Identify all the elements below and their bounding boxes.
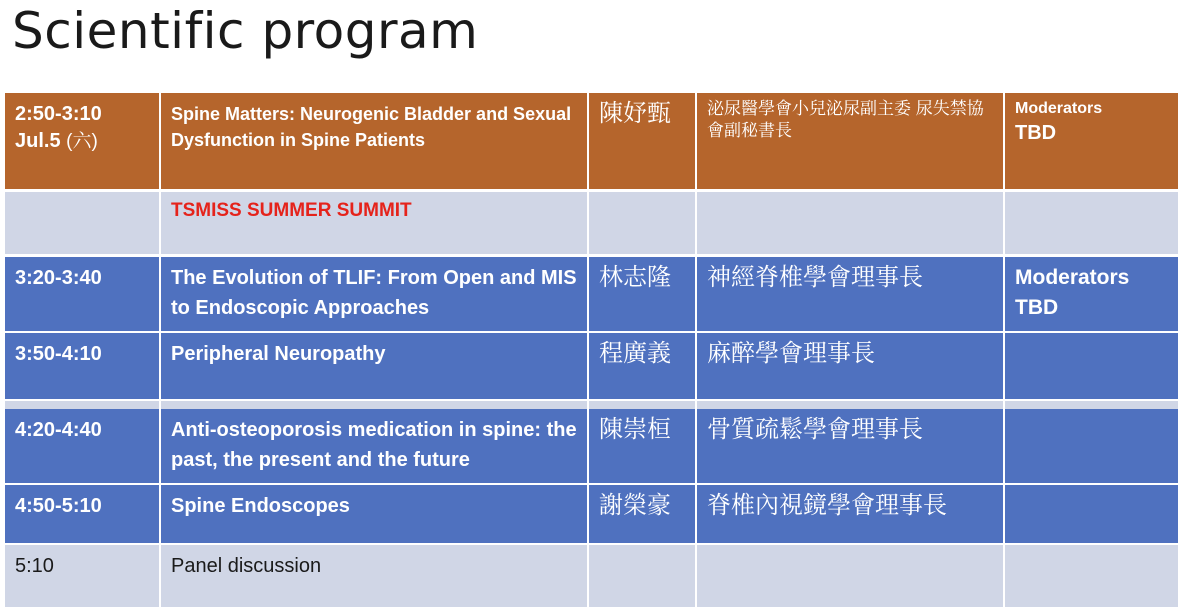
table-row-section: [5, 192, 1178, 257]
program-table: [5, 93, 1178, 607]
table-row-header-session: [5, 93, 1178, 192]
divider-cell: [589, 401, 697, 409]
moderators-cell: [1005, 545, 1178, 607]
table-row: [5, 485, 1178, 545]
moderators-label: Moderators: [1015, 266, 1130, 289]
time-cell: [5, 192, 161, 257]
topic-cell: Panel discussion: [161, 545, 589, 607]
time-cell: [5, 93, 161, 192]
speaker-cell: [589, 192, 697, 257]
speaker-title-cell: [697, 545, 1005, 607]
time-range: 2:50-3:10: [15, 103, 102, 125]
speaker-cell: [589, 545, 697, 607]
date-line: [15, 128, 149, 155]
topic-cell: Spine Endoscopes: [161, 485, 589, 545]
moderators-value: TBD: [1015, 296, 1059, 319]
speaker-cell: 謝榮豪: [589, 485, 697, 545]
time-cell: 3:50-4:10: [5, 333, 161, 401]
topic-cell: The Evolution of TLIF: From Open and MIS to Endoscopic Approaches: [161, 257, 589, 333]
table-row: [5, 409, 1178, 485]
divider-cell: [697, 401, 1005, 409]
speaker-title-cell: 泌尿醫學會小兒泌尿副主委 尿失禁協會副秘書長: [697, 93, 1005, 192]
table-row: [5, 257, 1178, 333]
divider-cell: [5, 401, 161, 409]
moderators-cell: [1005, 257, 1178, 333]
moderators-cell: [1005, 485, 1178, 545]
speaker-cell: 陳妤甄: [589, 93, 697, 192]
slide-title: Scientific program: [12, 2, 479, 60]
divider-cell: [1005, 401, 1178, 409]
section-label: TSMISS SUMMER SUMMIT: [161, 192, 589, 257]
speaker-title-cell: 脊椎內視鏡學會理事長: [697, 485, 1005, 545]
moderators-cell: [1005, 93, 1178, 192]
weekday: (六): [66, 131, 98, 152]
time-cell: 5:10: [5, 545, 161, 607]
row-divider: [5, 401, 1178, 409]
table-row-panel: [5, 545, 1178, 607]
moderators-value: TBD: [1015, 122, 1057, 144]
speaker-title-cell: 神經脊椎學會理事長: [697, 257, 1005, 333]
date: Jul.5: [15, 130, 61, 152]
time-cell: 3:20-3:40: [5, 257, 161, 333]
speaker-title-cell: 骨質疏鬆學會理事長: [697, 409, 1005, 485]
divider-cell: [161, 401, 589, 409]
moderators-cell: [1005, 192, 1178, 257]
moderators-label: Moderators: [1015, 100, 1103, 117]
topic-cell: Anti-osteoporosis medication in spine: the past, the present and the future: [161, 409, 589, 485]
time-cell: 4:50-5:10: [5, 485, 161, 545]
speaker-title-cell: [697, 192, 1005, 257]
table-row: [5, 333, 1178, 401]
speaker-cell: 陳崇桓: [589, 409, 697, 485]
moderators-cell: [1005, 333, 1178, 401]
speaker-cell: 林志隆: [589, 257, 697, 333]
moderators-cell: [1005, 409, 1178, 485]
topic-cell: Peripheral Neuropathy: [161, 333, 589, 401]
topic-cell: Spine Matters: Neurogenic Bladder and Sexual Dysfunction in Spine Patients: [161, 93, 589, 192]
time-cell: 4:20-4:40: [5, 409, 161, 485]
speaker-title-cell: 麻醉學會理事長: [697, 333, 1005, 401]
speaker-cell: 程廣義: [589, 333, 697, 401]
